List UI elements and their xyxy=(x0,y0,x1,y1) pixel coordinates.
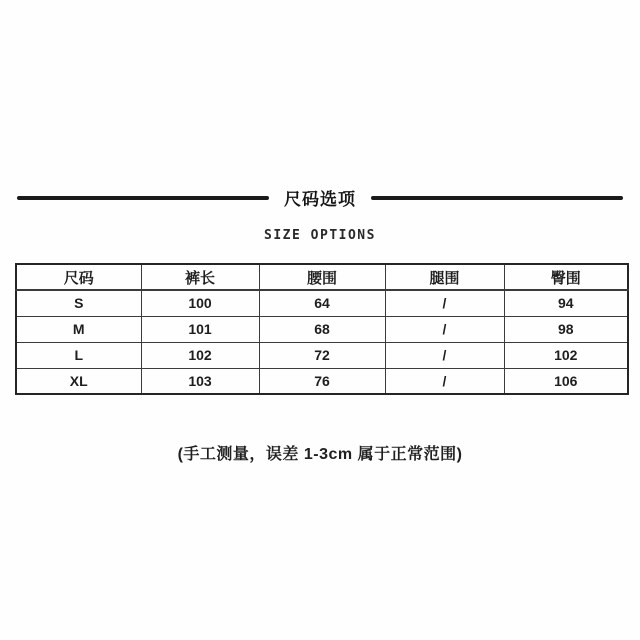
cell-hip: 106 xyxy=(504,368,628,394)
column-header-size: 尺码 xyxy=(16,264,141,290)
cell-pants-length: 100 xyxy=(141,290,259,316)
column-header-waist: 腰围 xyxy=(259,264,385,290)
cell-hip: 94 xyxy=(504,290,628,316)
table-row-m xyxy=(16,316,628,342)
section-title-english: SIZE OPTIONS xyxy=(264,228,376,243)
section-title-chinese: 尺码选项 xyxy=(284,190,356,209)
table-row-xl xyxy=(16,368,628,394)
cell-waist: 72 xyxy=(259,342,385,368)
size-table xyxy=(15,263,629,395)
table-row-l xyxy=(16,342,628,368)
column-header-leg: 腿围 xyxy=(385,264,504,290)
cell-waist: 64 xyxy=(259,290,385,316)
section-title-row xyxy=(0,185,640,210)
cell-pants-length: 102 xyxy=(141,342,259,368)
cell-size: S xyxy=(16,290,141,316)
table-header-row xyxy=(16,264,628,290)
cell-size: L xyxy=(16,342,141,368)
title-right-rule xyxy=(371,196,623,200)
column-header-hip: 臀围 xyxy=(504,264,628,290)
cell-pants-length: 103 xyxy=(141,368,259,394)
cell-size: XL xyxy=(16,368,141,394)
cell-hip: 102 xyxy=(504,342,628,368)
cell-size: M xyxy=(16,316,141,342)
title-left-rule xyxy=(17,196,269,200)
cell-leg: / xyxy=(385,368,504,394)
size-table-header xyxy=(16,264,628,290)
measurement-note: (手工测量，误差 1-3cm 属于正常范围) xyxy=(177,446,463,463)
cell-leg: / xyxy=(385,316,504,342)
size-table-body xyxy=(16,290,628,394)
cell-waist: 68 xyxy=(259,316,385,342)
cell-leg: / xyxy=(385,290,504,316)
cell-pants-length: 101 xyxy=(141,316,259,342)
cell-leg: / xyxy=(385,342,504,368)
cell-hip: 98 xyxy=(504,316,628,342)
cell-waist: 76 xyxy=(259,368,385,394)
table-row-s xyxy=(16,290,628,316)
column-header-pants-length: 裤长 xyxy=(141,264,259,290)
